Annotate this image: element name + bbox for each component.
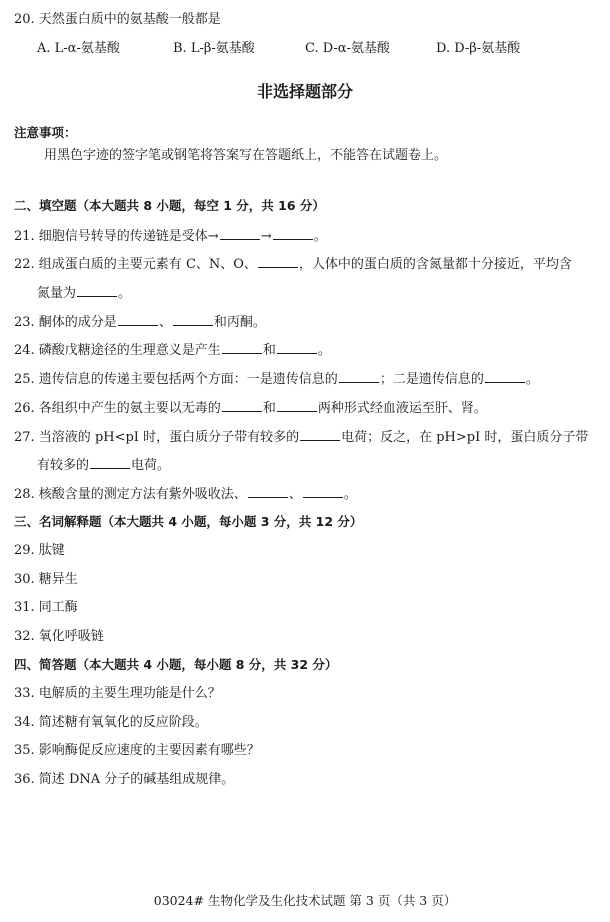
question-27: 27. 当溶液的 pH<pI 时，蛋白质分子带有较多的 电荷；反之，在 pH>pI 时，蛋白质分子带 [14,430,589,445]
question-29: 29. 肽键 [14,543,65,558]
notice-title: 注意事项： [14,125,77,140]
question-20-stem: 20. 天然蛋白质中的氨基酸一般都是 [14,12,221,27]
answer-blank [77,284,117,297]
answer-blank [277,399,317,412]
question-23: 23. 酮体的成分是 、 和丙酮。 [14,315,266,330]
answer-blank [258,255,298,268]
answer-blank [220,227,260,240]
question-27-cont: 有较多的 电荷。 [37,458,171,473]
question-35: 35. 影响酶促反应速度的主要因素有哪些？ [14,743,260,758]
option-c: C. D-α-氨基酸 [305,41,390,56]
answer-blank [118,313,158,326]
answer-blank [222,399,262,412]
question-21: 21. 细胞信号转导的传递链是受体→ → 。 [14,229,327,244]
section-title: 非选择题部分 [256,82,353,101]
answer-blank [277,341,317,354]
answer-blank [339,370,379,383]
notice-body: 用黑色字迹的签字笔或钢笔将答案写在答题纸上，不能答在试题卷上。 [44,148,448,163]
question-33: 33. 电解质的主要生理功能是什么？ [14,686,221,701]
answer-blank [173,313,213,326]
question-24: 24. 磷酸戊糖途径的生理意义是产生 和 。 [14,343,331,358]
question-36: 36. 简述 DNA 分子的碱基组成规律。 [14,772,235,787]
question-28: 28. 核酸含量的测定方法有紫外吸收法、 、 。 [14,487,357,502]
question-22: 22. 组成蛋白质的主要元素有 C、N、O、 ，人体中的蛋白质的含氮量都十分接近，平均含 [14,257,572,272]
answer-blank [222,341,262,354]
page-footer: 03024# 生物化学及生化技术试题 第 3 页（共 3 页） [153,893,457,908]
answer-blank [300,428,340,441]
short-heading: 四、简答题（本大题共 4 小题，每小题 8 分，共 32 分） [14,657,338,672]
question-22-cont: 氮量为 。 [37,286,132,301]
option-d: D. D-β-氨基酸 [436,41,521,56]
option-b: B. L-β-氨基酸 [173,41,255,56]
question-25: 25. 遗传信息的传递主要包括两个方面：一是遗传信息的 ；二是遗传信息的 。 [14,372,539,387]
answer-blank [273,227,313,240]
question-30: 30. 糖异生 [14,572,78,587]
question-26: 26. 各组织中产生的氨主要以无毒的 和 两种形式经血液运至肝、肾。 [14,401,487,416]
option-a: A. L-α-氨基酸 [37,41,120,56]
terms-heading: 三、名词解释题（本大题共 4 小题，每小题 3 分，共 12 分） [14,514,363,529]
answer-blank [248,485,288,498]
question-34: 34. 简述糖有氧氧化的反应阶段。 [14,715,208,730]
answer-blank [303,485,343,498]
question-31: 31. 同工酶 [14,600,78,615]
fill-in-heading: 二、填空题（本大题共 8 小题，每空 1 分，共 16 分） [14,198,325,213]
question-32: 32. 氧化呼吸链 [14,629,104,644]
answer-blank [90,456,130,469]
answer-blank [485,370,525,383]
